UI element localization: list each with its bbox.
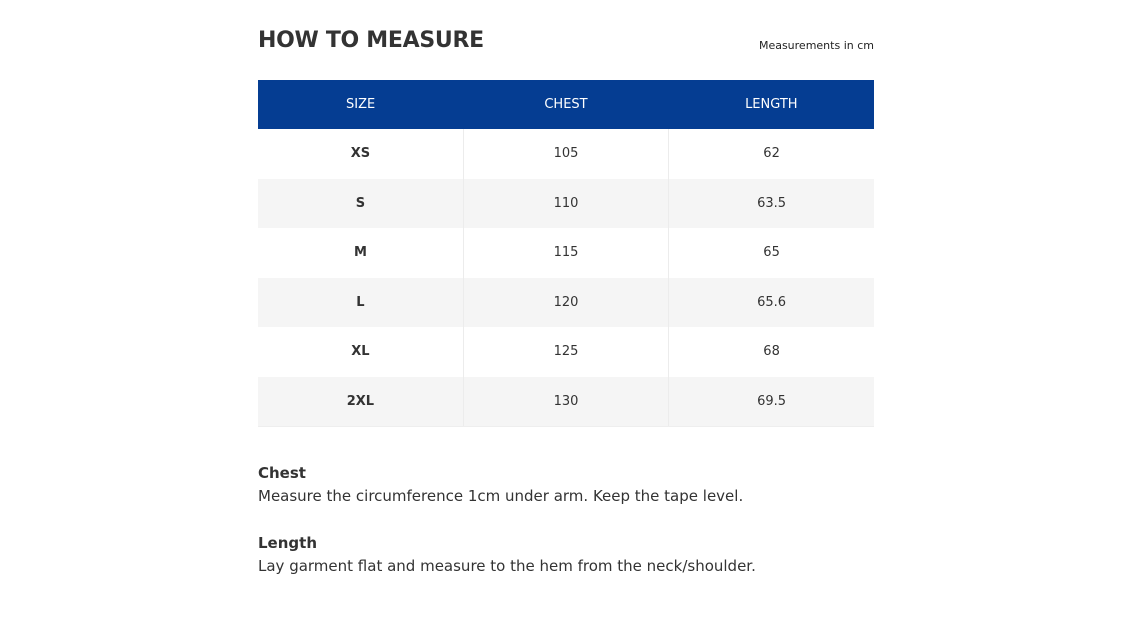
length-cell: 65.6 [669,278,874,328]
table-row [258,278,874,328]
chest-cell: 115 [463,228,668,278]
length-cell: 63.5 [669,179,874,229]
size-cell: XL [258,327,463,377]
size-cell: 2XL [258,377,463,427]
size-cell: M [258,228,463,278]
table-row [258,377,874,427]
size-cell: S [258,179,463,229]
chest-guide-text: Measure the circumference 1cm under arm. Keep the tape level. [258,487,744,505]
chest-cell: 125 [463,327,668,377]
length-guide-title: Length [258,534,317,552]
length-cell: 65 [669,228,874,278]
table-row [258,179,874,229]
length-cell: 62 [669,129,874,179]
chest-cell: 120 [463,278,668,328]
length-guide-text: Lay garment flat and measure to the hem from the neck/shoulder. [258,557,756,575]
chest-cell: 110 [463,179,668,229]
measurement-unit-note: Measurements in cm [758,39,874,52]
chest-cell: 105 [463,129,668,179]
table-header-row [258,80,874,129]
table-row [258,228,874,278]
length-cell: 68 [669,327,874,377]
size-cell: L [258,278,463,328]
page-title: HOW TO MEASURE [258,28,484,53]
length-guide [258,532,874,578]
column-header-size: SIZE [258,80,463,129]
chest-cell: 130 [463,377,668,427]
column-header-chest: CHEST [463,80,668,129]
table-row [258,129,874,179]
size-chart-table [258,80,874,427]
chest-guide [258,462,874,508]
length-cell: 69.5 [669,377,874,427]
size-cell: XS [258,129,463,179]
chest-guide-title: Chest [258,464,306,482]
column-header-length: LENGTH [669,80,874,129]
table-row [258,327,874,377]
